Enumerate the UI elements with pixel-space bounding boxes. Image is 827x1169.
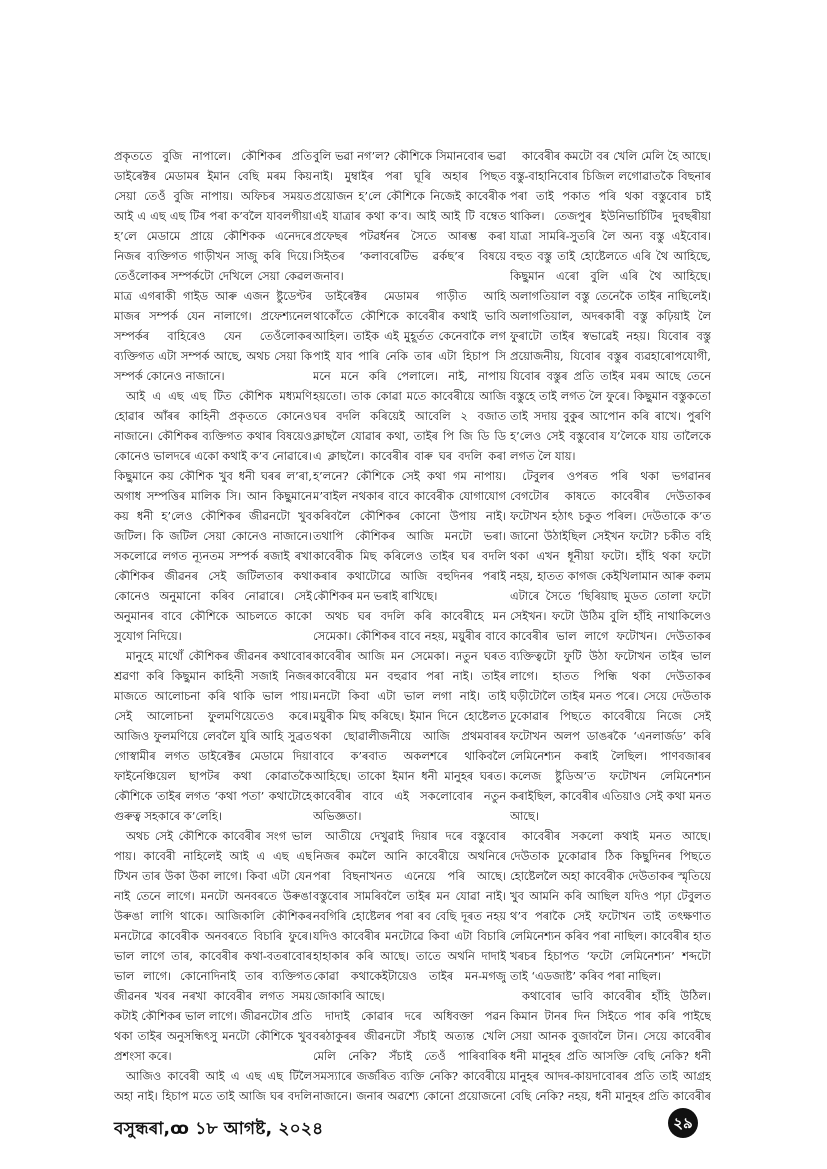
paragraph: কাবেৰীৰ সকলো কথাই মনত আছে। দেউতাক ঢুকোৱাৰ ঠিক কিছুদিনৰ পিছতে হোষ্টেললৈ অহা কাবেৰীক দেউতাকৰ স্মৃতিয়ে খুব আমনি কৰি আছিল যদিও পঢ়া টেবুলত থ’ব পৰাকৈ সেই ফটোখন তাই তৎক্ষণাত লেমিনেশ্যন কৰিব পৰা নাছিল। কাবেৰীৰ হাত খৰচৰ হিচাপত ‘ফটো লেমিনেশ্যন’ শব্দটো তাই ‘এডজাষ্ট’ কৰিব পৰা নাছিল। bbox=[510, 829, 711, 983]
paragraph: প্ৰকৃততে বুজি নাপালে। কৌশিকৰ প্ৰতি ডাইৰেক্টৰ মেডামৰ ইমান বেছি মৰম কিয় সেয়া তেওঁ বুজি নাপায়। অফিচৰ সময়ত আই এ এছ এছ টিৰ পৰা ক’বলৈ যাবলগীয়া হ’লে মেডামে প্ৰায়ে কৌশিকক এনেদৰে নিজৰ ব্যক্তিগত গাড়ীখন সাজু কৰি দিয়ে। তেওঁলোকৰ সম্পৰ্কটো দেখিলে সেয়া কেৱল মাত্ৰ এগৰাকী গাইড আৰু এজন ষ্টুডেণ্টৰ মাজৰ সম্পৰ্ক যেন নালাগে। প্ৰফেশ্যনেল সম্পৰ্কৰ বাহিৰেও যেন তেওঁলোকৰ ব্যক্তিগত এটা সম্পৰ্ক আছে, অথচ সেয়া কি সম্পৰ্ক কোনেও নাজানে। bbox=[114, 149, 312, 383]
article-column-2 bbox=[313, 146, 506, 1106]
page-number-badge: ২৯ bbox=[668, 1108, 698, 1138]
article-column-3 bbox=[510, 146, 711, 1106]
magazine-issue-footer: বসুন্ধৰা,ꝏ ১৮ আগষ্ট, ২০২৪ bbox=[114, 1119, 324, 1139]
paragraph: টেবুলৰ ওপৰত পৰি থকা ভগৱানৰ বেগটোৰ কাষতে কাবেৰীৰ দেউতাকৰ ফটোখন হঠাৎ চকুত পৰিল। দেউতাকে ক’ত জানো উঠাইছিল সেইখন ফটো? চকীত বহি থকা এখন ধূনীয়া ফটো। হাঁহি থকা ফটো নহয়, হাতত কাগজ কেইখিলামান আৰু কলম এটাৰে সৈতে ‘ছিৰিয়াছ মুডত তোলা ফটো সেইখন। ফটো উঠিম বুলি হাঁহি নাথাকিলেও কাবেৰীৰ ভাল লাগে ফটোখন। দেউতাকৰ ব্যক্তিত্বটো ফুটি উঠা ফটোখন তাইৰ ভাল লাগে। হাতত পিন্ধি থকা দেউতাকৰ ঘড়ীটোলৈ তাইৰ মনত পৰে। সেয়ে দেউতাক ঢুকোৱাৰ পিছতে কাবেৰীয়ে নিজে সেই ফটোখন অলপ ডাঙৰকৈ ‘এনলাৰ্জড’ কৰি লেমিনেশ্যন কৰাই লৈছিল। পাণবজাৰৰ কলেজ ষ্টুডিঅ’ত ফটোখন লেমিনেশ্যন কৰাইছিল, কাবেৰীৰ এতিয়াও সেই কথা মনত আছে। bbox=[510, 469, 711, 823]
paragraph: আজিও কাবেৰী আই এ এছ এছ টিলৈ অহা নাই। হিচাপ মতে তাই আজি ঘৰ বদলি bbox=[114, 1069, 312, 1103]
paragraph: মানুহে মাথোঁ কৌশিকৰ জীৱনৰ কথাবোৰ শ্ৰৱণা কৰি কিছুমান কাহিনী সজাই নিজৰ মাজতে আলোচনা কৰি থাকি ভাল পায়। সেই আলোচনা ফুলমণিয়েতেও কৰে। আজিও ফুলমণিয়ে লেবলৈ যুৰি আহি সুব্ৰত গোস্বামীৰ লগত ডাইৰেক্টৰ মেডামে দিয়া ফাইনেঞ্চিয়েল ছাপটৰ কথা কোৱাতকৈ কৌশিকে তাইৰ লগত ‘কথা পতা’ কথাটোহে গুৰুত্ব সহকাৰে ক’লেহি। bbox=[114, 649, 312, 823]
paragraph: অথচ সেই কৌশিকে কাবেৰীৰ সংগ ভাল পায়। কাবেৰী নাহিলেই আই এ এছ এছ টিখন তাৰ উকা উকা লাগে। কিবা এটা যেন নাই তেনে লাগে। মনটো অনবৰতে উৰুঙা উৰুঙা লাগি থাকে। আজিকালি কৌশিকৰ মনটোৱে কাবেৰীক অনবৰতে বিচাৰি ফুৰে। ভাল লাগে তাৰ, কাবেৰীৰ কথা-বতৰাবোৰ ভাল লাগে। কোনোদিনাই তাৰ ব্যক্তিগত জীৱনৰ খবৰ নৰখা কাবেৰীৰ লগত সময় কটাই কৌশিকৰ ভাল লাগে। জীৱনটোৰ প্ৰতি থকা তাইৰ অনুসন্ধিৎসু মনটো কৌশিকে খুব প্ৰশংসা কৰে। bbox=[114, 829, 312, 1063]
paragraph: কাবেৰীৰ কমটো বৰ খেলি মেলি হৈ আছে। বস্তু-বাহানিবোৰ চিজিল লগোৱাতকৈ বিছনাৰ পৰা তাই পকাত পৰি থকা বস্তুবোৰ চাই থাকিল। তেজপুৰ ইউনিভাৰ্চিটিৰ দুবছৰীয়া যাত্ৰা সামৰি-সুতৰি লৈ অন্য বস্তু এইবোৰ। বহুত বস্তু তাই হোষ্টেলতে এৰি থৈ আহিছে, কিছুমান এৰো বুলি এৰি থৈ আহিছে। অলাগতিয়াল বস্তু তেনেকৈ তাইৰ নাছিলেই। অলাগতিয়াল, অদৰকাৰী বস্তু কঢ়িয়াই লৈ ফুৰাটো তাইৰ স্বভাৱেই নহয়। যিবোৰ বস্তু প্ৰয়োজনীয়, যিবোৰ বস্তুৰ ব্যৱহাৰোপযোগী, যিবোৰ বস্তুৰ প্ৰতি তাইৰ মৰম আছে তেনে বস্তুহে তাই লগত লৈ ফুৰে। কিছুমান বস্তুকতো তাই সদায় বুকুৰ আপোন কৰি ৰাখে। পুৰণি হ’লেও সেই বস্তুবোৰ য’লৈকে যায় তালৈকে লগত লৈ যায়। bbox=[510, 149, 711, 463]
paragraph: দাদাই কোৱাৰ দৰে অধিবক্তা পৱন বৰঠাকুৰৰ জীৱনটো সঁচাই অত্যন্ত খেলি মেলি নেকি? সঁচাই তেওঁ পাৰিবাৰিক সমস্যাৰে জৰ্জৰিত ব্যক্তি নেকি? কাবেৰীয়ে নাজানে। জনাৰ অৱশ্যে কোনো প্ৰয়োজনো bbox=[313, 1009, 506, 1103]
paragraph: অথচ ঘৰ বদলি কৰি কাবেৰীহে মন সেমেকা। কৌশিকৰ বাবে নহয়, ময়ুৰীৰ বাবে কাবেৰীৰ আজি মন সেমেকা। নতুন ঘৰত কাবেৰীয়ে মন বহুৱাব পৰা নাই। তাইৰ মনটো কিবা এটা ভাল লগা নাই। তাই ময়ুৰীক মিছ কৰিছে। ইমান দিনে হোষ্টেলত থকা ছোৱালীজনীয়ে আজি প্ৰথমবাৰৰ বাবে ক’ৰবাত অকলশৰে থাকিবলৈ আহিছে। তাকো ইমান ধনী মানুহৰ ঘৰত। কাবেৰীৰ বাবে এই সকলোবোৰ নতুন অভিজ্ঞতা। bbox=[313, 609, 506, 823]
paragraph: আই এ এছ এছ টিত কৌশিক মধ্যমণি হোৱাৰ আঁৰৰ কাহিনী প্ৰকৃততে কোনেও নাজানে। কৌশিকৰ ব্যক্তিগত কথাৰ বিষয়েও কোনেও ভালদৰে একো কথাই ক’ব নোৱাৰে। কিছুমানে কয় কৌশিক খুব ধনী ঘৰৰ ল’ৰা, অগাধ সম্পত্তিৰ মালিক সি। আন কিছুমানে কয় ধনী হ’লেও কৌশিকৰ জীৱনটো খুব জটিল। কি জটিল সেয়া কোনেও নাজানে। সকলোৱে লগত ন্যূনতম সম্পৰ্ক ৰজাই ৰখা কৌশিকৰ জীৱনৰ সেই জটিলতাৰ কথা কোনেও অনুমানো কৰিব নোৱাৰে। সেই অনুমানৰ বাবে কৌশিকে আচলতে কাকো সুযোগ নিদিয়ে। bbox=[114, 389, 312, 643]
paragraph: কথাবোৰ ভাবি কাবেৰীৰ হাঁহি উঠিল। কিমান টানৰ দিন সিইতে পাৰ কৰি পাইছে সেয়া আনক বুজাবলৈ টান। সেয়ে কাবেৰীৰ ধনী মানুহৰ প্ৰতি আসক্তি বেছি নেকি? ধনী মানুহৰ আদৰ-কায়দাবোৰৰ প্ৰতি তাই আগ্ৰহ বেছি নেকি? নহয়, ধনী মানুহৰ প্ৰতি কাবেৰীৰ bbox=[510, 989, 711, 1103]
paragraph: আতীয়ে দেখুৱাই দিয়াৰ দৰে বস্তুবোৰ নিজৰ কমলৈ আনি কাবেৰীয়ে অথনিৰে পৰা বিছনাখনত এনেয়ে পৰি আছে। বস্তুবোৰ সামৰিবলৈ তাইৰ মন যোৱা নাই। নবগিৰি হোষ্টেলৰ পৰা ৰব বেছি দূৰত নহয় যদিও কাবেৰীৰ মনটোৱে কিবা এটা বিচাৰি হাহাকাৰ কৰি আছে। তাতে অথনি দাদাই কোৱা কথাকেইটায়েও তাইৰ মন-মগজু জোকাৰি আছে। bbox=[313, 829, 506, 1003]
paragraph: ডাইৰেক্টৰ মেডামৰ গাড়ীত আহি থাকোঁতে কৌশিকে কাবেৰীৰ কথাই ভাবি আহিল। তাইক এই মুহূৰ্তত কেনেবাকৈ লগ পাই যাব পাৰি নেকি তাৰ এটা হিচাপ সি মনে মনে কৰি পেলালে। নাই, নাপায় হয়তো। তাক কোৱা মতে কাবেৰীয়ে আজি ঘৰ বদলি কৰিয়েই আবেলি ২ বজাত ক্লাছলৈ যোৱাৰ কথা, তাইৰ পি জি ডি ডি এ ক্লাছলৈ। কাবেৰীৰ বাৰু ঘৰ বদলি কৰা হ’লনে? কৌশিকে সেই কথা গম নাপায়। ম’বাইল নথকাৰ বাবে কাবেৰীক যোগাযোগ কৰিবলৈ কৌশিকৰ কোনো উপায় নাই। তথাপি কৌশিকৰ আজি মনটো ভৰা। কাবেৰীক মিছ কৰিলেও তাইৰ ঘৰ বদলি কৰাৰ কথাটোৱে আজি বহুদিনৰ পৰাই কৌশিকৰ মন ভৰাই ৰাখিছে। bbox=[313, 289, 506, 603]
paragraph: বুলি ভৱা নগ’ল? কৌশিকে সিমানবোৰ ভৱা নাই। মুম্বাইৰ পৰা ঘূৰি অহাৰ পিছত প্ৰয়োজন হ’লে কৌশিকে নিজেই কাবেৰীক এই যাত্ৰাৰ কথা ক’ব। আই আই টি বম্বেত প্ৰফেছৰ পটৱৰ্ধনৰ সৈতে আৰম্ভ কৰা সিইতৰ ‘কলাবৰেটিভ ৱৰ্কছ’ৰ বিষয়ে জনাব। bbox=[313, 149, 506, 283]
article-column-1 bbox=[114, 146, 312, 1106]
